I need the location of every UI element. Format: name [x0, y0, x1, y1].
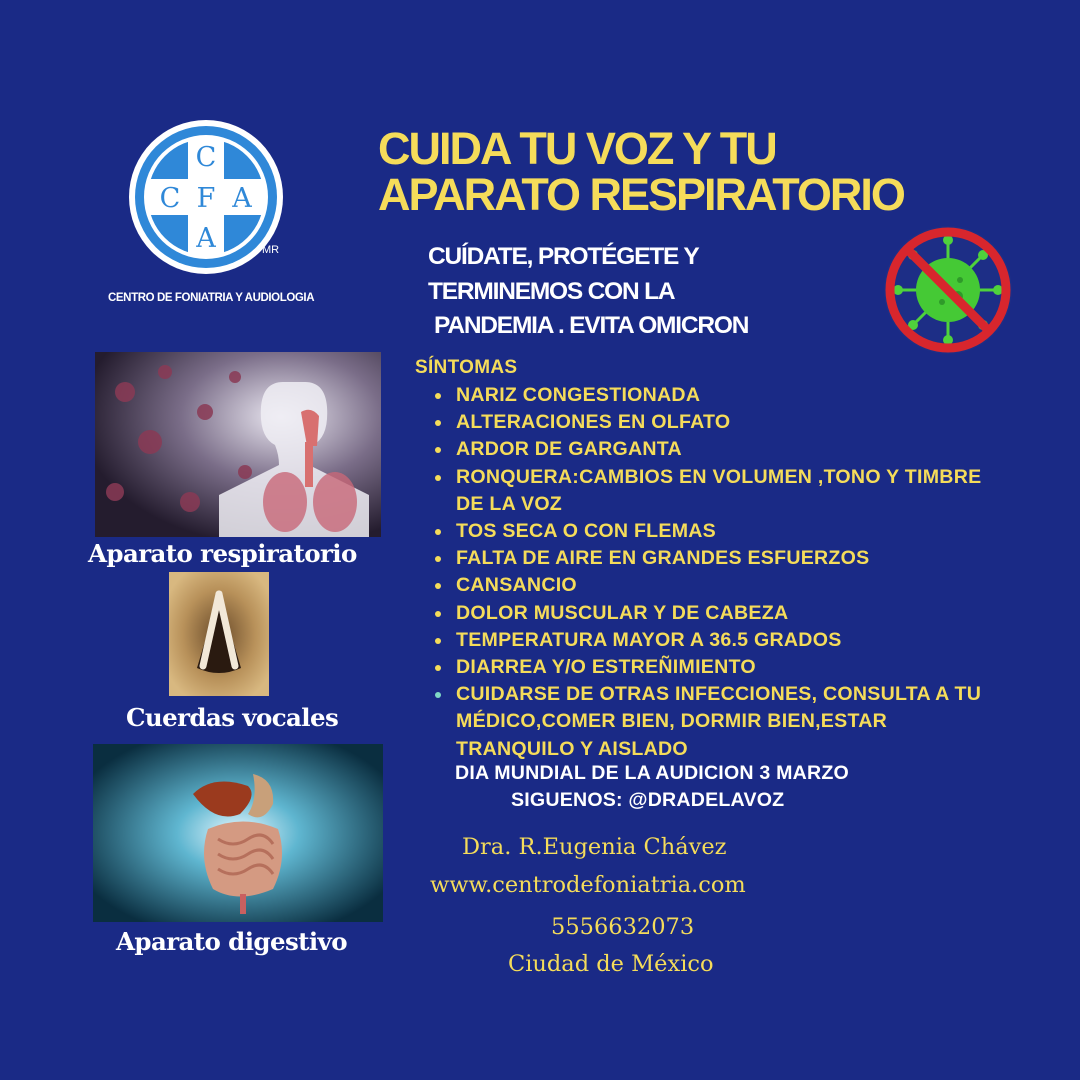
symptom-item: TOS SECA O CON FLEMAS — [433, 518, 1033, 545]
respiratory-system-image — [95, 352, 381, 537]
digestive-system-illustration — [93, 744, 383, 922]
symptom-item: CUIDARSE DE OTRAS INFECCIONES, CONSULTA A TU MÉDICO,COMER BIEN, DORMIR BIEN,ESTAR TRANQUILO Y AISLADO — [433, 681, 1033, 763]
logo-letter-left: C — [159, 183, 181, 214]
symptom-item: RONQUERA:CAMBIOS EN VOLUMEN ,TONO Y TIMBRE DE LA VOZ — [433, 464, 1033, 518]
vocal-cords-photo — [169, 572, 269, 696]
doctor-name: Dra. R.Eugenia Chávez — [462, 834, 727, 860]
symptoms-heading: SÍNTOMAS — [415, 357, 518, 378]
main-title-line-1: CUIDA TU VOZ Y TU — [378, 123, 776, 174]
vocal-cords-caption: Cuerdas vocales — [126, 703, 339, 732]
city-label: Ciudad de México — [508, 951, 714, 977]
subtitle-line-2: TERMINEMOS CON LA — [428, 278, 675, 305]
follow-handle: SIGUENOS: @DRADELAVOZ — [511, 789, 785, 811]
symptom-item: ALTERACIONES EN OLFATO — [433, 409, 1033, 436]
logo-trademark-mark: MR — [262, 244, 280, 256]
vocal-cords-image — [169, 572, 269, 696]
symptom-item: TEMPERATURA MAYOR A 36.5 GRADOS — [433, 627, 1033, 654]
symptom-item: NARIZ CONGESTIONADA — [433, 382, 1033, 409]
respiratory-caption: Aparato respiratorio — [88, 539, 357, 568]
logo-caption: CENTRO DE FONIATRIA Y AUDIOLOGIA — [108, 292, 315, 304]
symptom-item: ARDOR DE GARGANTA — [433, 436, 1033, 463]
website-link[interactable]: www.centrodefoniatria.com — [430, 872, 746, 898]
no-virus-icon — [882, 224, 1014, 356]
world-hearing-day-note: DIA MUNDIAL DE LA AUDICION 3 MARZO — [455, 762, 849, 784]
phone-number[interactable]: 5556632073 — [551, 914, 695, 940]
symptom-item: CANSANCIO — [433, 572, 1033, 599]
digestive-caption: Aparato digestivo — [116, 927, 347, 956]
symptom-item: DOLOR MUSCULAR Y DE CABEZA — [433, 600, 1033, 627]
logo-letter-bottom: A — [196, 223, 216, 254]
logo-letter-right: A — [232, 183, 252, 214]
symptom-item: DIARREA Y/O ESTREÑIMIENTO — [433, 654, 1033, 681]
main-title-line-2: APARATO RESPIRATORIO — [378, 169, 904, 220]
symptom-item: FALTA DE AIRE EN GRANDES ESFUERZOS — [433, 545, 1033, 572]
logo-letter-top: C — [195, 142, 217, 173]
symptoms-list — [433, 382, 1033, 763]
respiratory-system-illustration — [95, 352, 381, 537]
logo-letter-center: F — [196, 183, 216, 214]
subtitle-line-3: PANDEMIA . EVITA OMICRON — [434, 312, 749, 339]
digestive-system-image — [93, 744, 383, 922]
subtitle-line-1: CUÍDATE, PROTÉGETE Y — [428, 243, 699, 270]
